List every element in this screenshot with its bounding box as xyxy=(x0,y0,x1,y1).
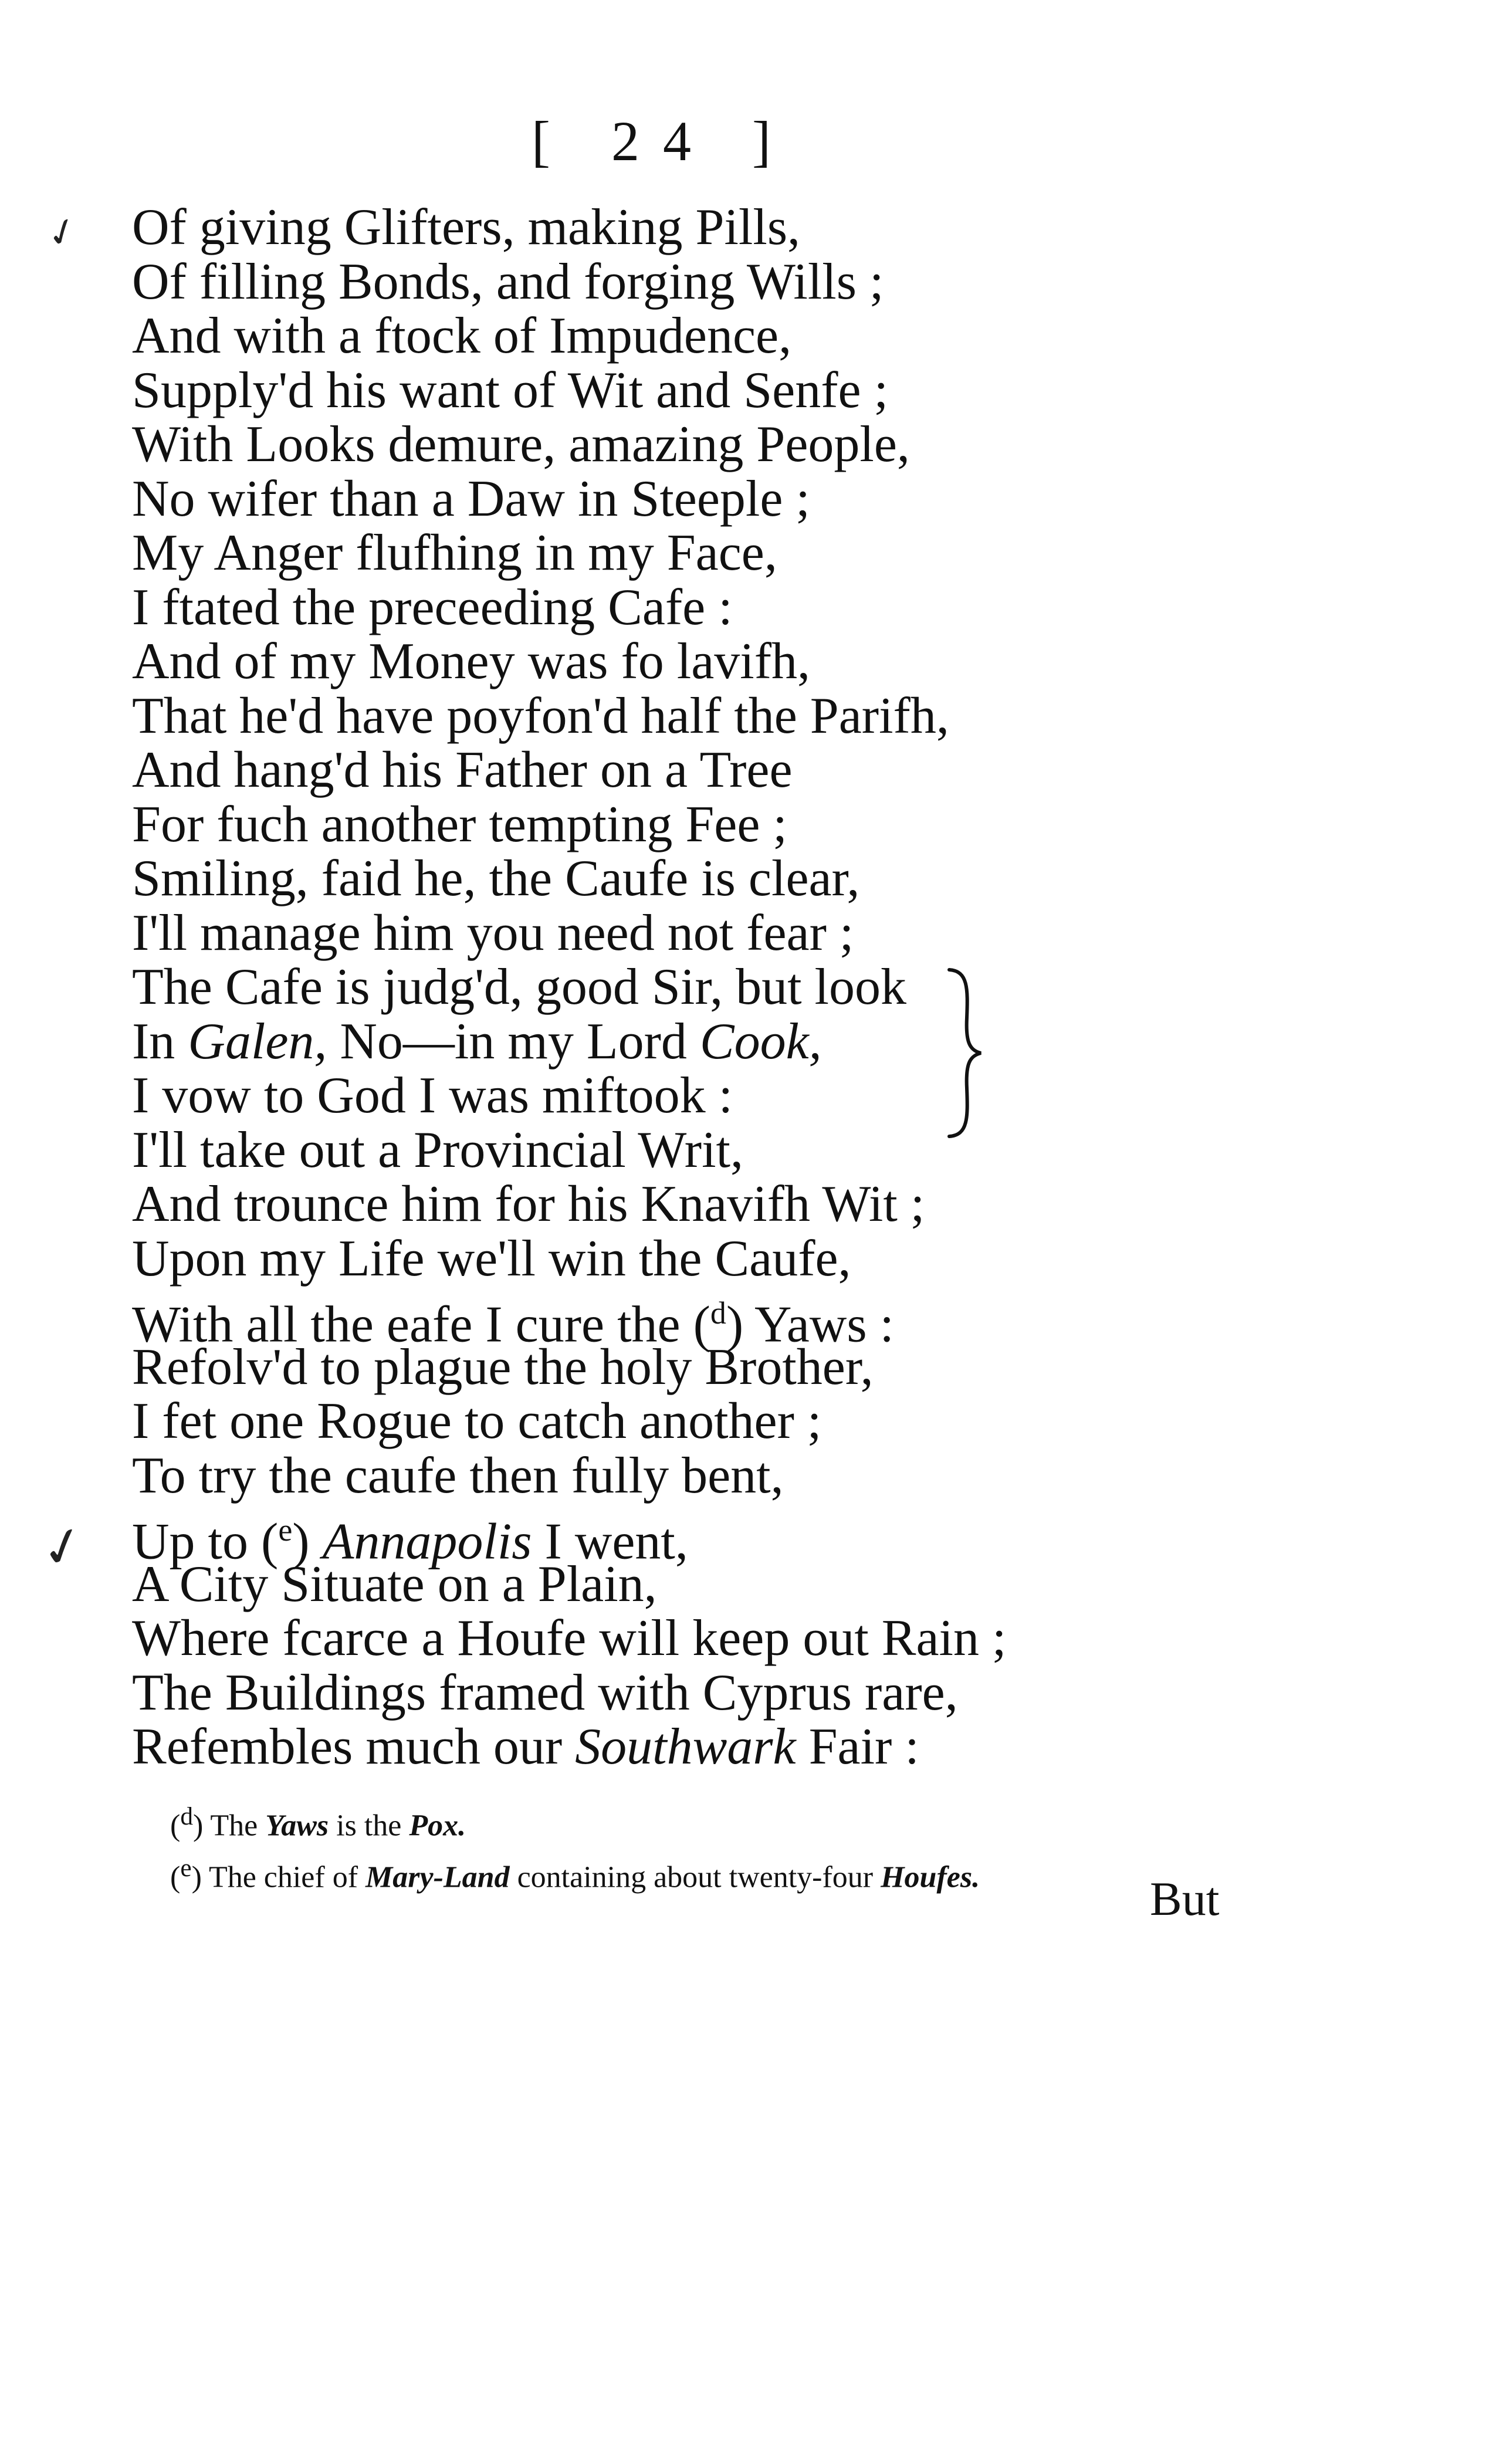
margin-check-mark: ✓ xyxy=(40,208,84,258)
poem-line: I ftated the preceeding Cafe : xyxy=(132,578,733,636)
poem-line: I fet one Rogue to catch another ; xyxy=(132,1393,822,1450)
poem-line: The Cafe is judg'd, good Sir, but look xyxy=(132,959,906,1016)
poem-line: I vow to God I was miftook : xyxy=(132,1067,733,1124)
poem-text xyxy=(132,201,1305,1775)
poem-line: That he'd have poyfon'd half the Parifh, xyxy=(132,687,949,744)
poem-line: Upon my Life we'll win the Caufe, xyxy=(132,1230,851,1287)
poem-line: In Galen, No—in my Lord Cook, xyxy=(132,1013,822,1070)
poem-line: Up to ($^e$) Annapolis I went, xyxy=(132,1512,688,1571)
poem-line: With Looks demure, amazing People, xyxy=(132,416,910,473)
poem-line: And of my Money was fo lavifh, xyxy=(132,633,811,690)
poem-line: The Buildings framed with Cyprus rare, xyxy=(132,1664,958,1721)
triplet-brace-icon xyxy=(945,965,986,1141)
poem-line: To try the caufe then fully bent, xyxy=(132,1447,784,1504)
footnotes xyxy=(170,1795,1285,1899)
poem-line: Refembles much our Southwark Fair : xyxy=(132,1718,919,1775)
catchword: But xyxy=(1150,1872,1220,1925)
poem-line: And hang'd his Father on a Tree xyxy=(132,742,793,798)
poem-line: Smiling, faid he, the Caufe is clear, xyxy=(132,850,860,907)
poem-line: Of giving Glifters, making Pills, xyxy=(132,199,801,256)
footnote: ($^e$) The chief of Mary-Land containing about twenty-four Houfes. xyxy=(170,1854,980,1894)
poem-line: And with a ftock of Impudence, xyxy=(132,307,792,364)
footnote: ($^d$) The Yaws is the Pox. xyxy=(170,1802,466,1843)
poem-line: My Anger flufhing in my Face, xyxy=(132,524,777,581)
poem-line: I'll manage him you need not fear ; xyxy=(132,904,854,962)
margin-check-mark: ✓ xyxy=(34,1514,93,1582)
poem-line: Where fcarce a Houfe will keep out Rain ; xyxy=(132,1610,1007,1667)
poem-line: A City Situate on a Plain, xyxy=(132,1555,657,1613)
poem-line: Refolv'd to plague the holy Brother, xyxy=(132,1338,874,1396)
poem-line: Of filling Bonds, and forging Wills ; xyxy=(132,253,884,310)
poem-line: Supply'd his want of Wit and Senfe ; xyxy=(132,361,889,419)
poem-line: For fuch another tempting Fee ; xyxy=(132,796,787,853)
poem-line: With all the eafe I cure the ($^d$) Yaws : xyxy=(132,1295,895,1353)
poem-line: I'll take out a Provincial Writ, xyxy=(132,1121,743,1179)
poem-line: And trounce him for his Knavifh Wit ; xyxy=(132,1176,925,1233)
page-number: [ 24 ] xyxy=(532,110,794,172)
poem-line: No wifer than a Daw in Steeple ; xyxy=(132,470,810,527)
